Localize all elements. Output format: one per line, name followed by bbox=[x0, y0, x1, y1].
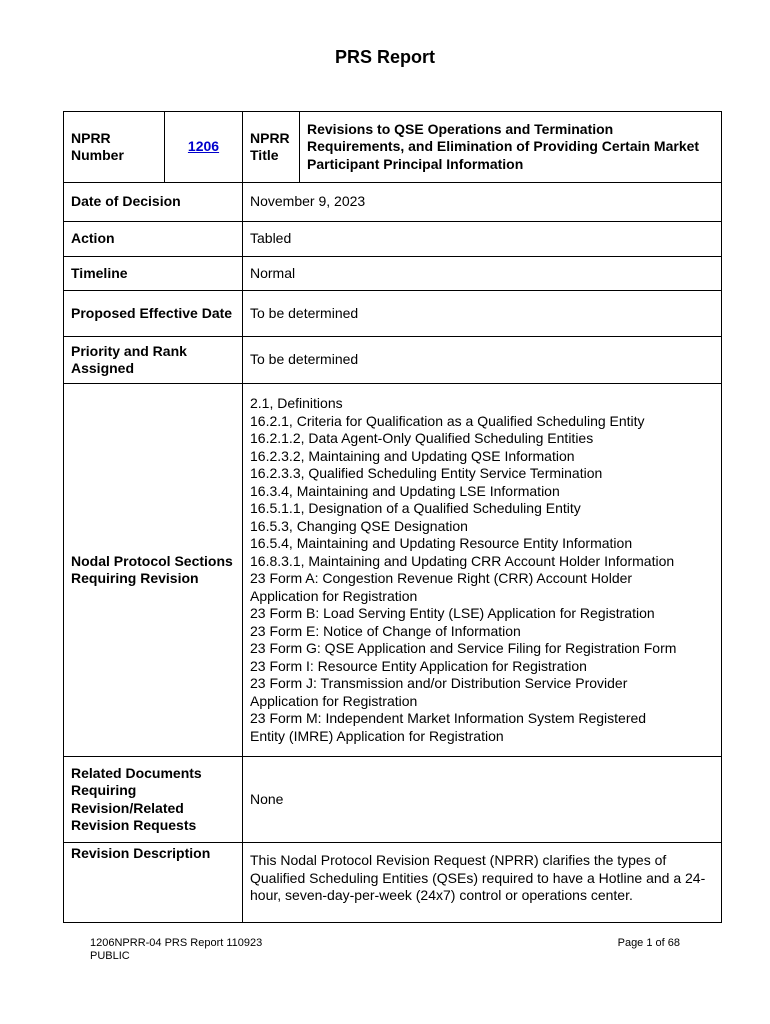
footer-page-number: Page 1 of 68 bbox=[617, 937, 680, 949]
priority-rank-label: Priority and Rank Assigned bbox=[64, 337, 243, 384]
related-documents-label: Related Documents Requiring Revision/Related Revision Requests bbox=[64, 757, 243, 843]
nprr-number-link[interactable]: 1206 bbox=[165, 112, 243, 183]
section-item: 23 Form M: Independent Market Information System Registered bbox=[250, 710, 647, 726]
section-item: 23 Form G: QSE Application and Service Filing for Registration Form bbox=[250, 640, 677, 656]
revision-description-label: Revision Description bbox=[64, 843, 243, 923]
section-item: 2.1, Definitions bbox=[250, 395, 343, 411]
section-item: 23 Form E: Notice of Change of Information bbox=[250, 622, 521, 639]
proposed-effective-date-label: Proposed Effective Date bbox=[64, 291, 243, 337]
section-item: Entity (IMRE) Application for Registration bbox=[250, 727, 504, 744]
section-item: 16.2.3.3, Qualified Scheduling Entity Service Termination bbox=[250, 465, 603, 481]
prs-report-table bbox=[63, 111, 722, 923]
section-item: Application for Registration bbox=[250, 587, 418, 604]
sections-label: Nodal Protocol Sections Requiring Revision bbox=[64, 384, 243, 757]
date-of-decision-value: November 9, 2023 bbox=[243, 183, 722, 222]
footer-doc-id: 1206NPRR-04 PRS Report 110923 bbox=[90, 937, 263, 949]
sections-list bbox=[243, 384, 722, 757]
action-label: Action bbox=[64, 222, 243, 257]
priority-rank-value: To be determined bbox=[243, 337, 722, 384]
section-item: 16.2.1, Criteria for Qualification as a Qualified Scheduling Entity bbox=[250, 412, 645, 429]
section-item: 16.2.1.2, Data Agent-Only Qualified Scheduling Entities bbox=[250, 430, 594, 446]
timeline-value: Normal bbox=[243, 257, 722, 291]
nprr-title-label: NPRR Title bbox=[243, 112, 300, 183]
page-footer bbox=[90, 937, 690, 963]
section-item: 16.2.3.2, Maintaining and Updating QSE Information bbox=[250, 447, 575, 464]
action-value: Tabled bbox=[243, 222, 722, 257]
revision-description-value: This Nodal Protocol Revision Request (NPRR) clarifies the types of Qualified Scheduling Entities (QSEs) required to have a Hotline and a 24-hour, seven-day-per-week (24x7) control or operations center. bbox=[243, 843, 722, 923]
proposed-effective-date-value: To be determined bbox=[243, 291, 722, 337]
section-item: 23 Form A: Congestion Revenue Right (CRR) Account Holder bbox=[250, 570, 633, 586]
section-item: 16.8.3.1, Maintaining and Updating CRR Account Holder Information bbox=[250, 552, 675, 569]
footer-classification: PUBLIC bbox=[90, 950, 130, 962]
section-item: 23 Form B: Load Serving Entity (LSE) Application for Registration bbox=[250, 605, 655, 621]
section-item: 23 Form J: Transmission and/or Distribution Service Provider bbox=[250, 675, 628, 691]
timeline-label: Timeline bbox=[64, 257, 243, 291]
page-title: PRS Report bbox=[334, 47, 435, 67]
section-item: 23 Form I: Resource Entity Application for Registration bbox=[250, 657, 587, 674]
section-item: Application for Registration bbox=[250, 692, 418, 709]
nprr-title-value: Revisions to QSE Operations and Termination Requirements, and Elimination of Providing Certain Market Participant Principal Information bbox=[300, 112, 722, 183]
related-documents-value: None bbox=[243, 757, 722, 843]
section-item: 16.3.4, Maintaining and Updating LSE Information bbox=[250, 482, 560, 499]
section-item: 16.5.3, Changing QSE Designation bbox=[250, 517, 468, 534]
nprr-number-label: NPRR Number bbox=[64, 112, 165, 183]
section-item: 16.5.4, Maintaining and Updating Resource Entity Information bbox=[250, 535, 633, 551]
section-item: 16.5.1.1, Designation of a Qualified Scheduling Entity bbox=[250, 500, 581, 516]
date-of-decision-label: Date of Decision bbox=[64, 183, 243, 222]
